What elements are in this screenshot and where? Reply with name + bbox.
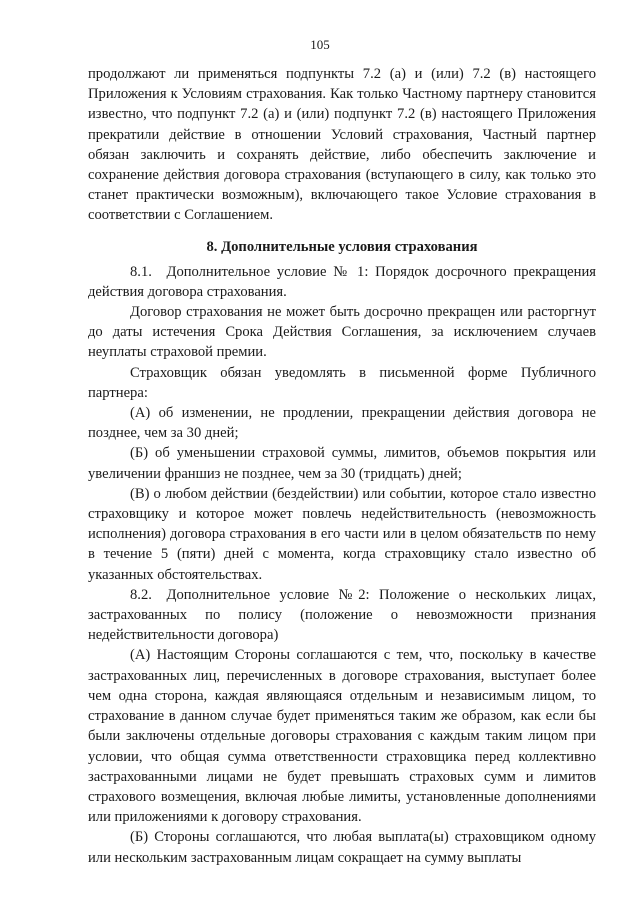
list-item-a: (А) Настоящим Стороны соглашаются с тем, что, поскольку в качестве застрахованных лиц, перечисленных в договоре страхования, выступает более чем одна сторона, каждая являющаяся отдельным и независимым лицом, то страхование в данном случае будет применяться таким же образом, как если бы были заключены отдельные договоры страхования с каждым таким лицом при условии, что общая сумма ответственности страховщика перед коллективно застрахованными лицами не будет превышать страховых сумм и лимитов страхового возмещения, включая любые лимиты, установленные дополнениями или приложениями к договору страхования.	[88, 647, 596, 826]
paragraph-8-1: 8.1. Дополнительное условие № 1: Порядок досрочного прекращения действия договора страхования.	[88, 263, 596, 300]
list-item-c: (В) о любом действии (бездействии) или событии, которое стало известно страховщику и которое может повлечь недействительность (невозможность исполнения) договора страхования в его части или в целом обязательств по нему в течение 5 (пяти) дней с момента, когда страховщику стало известно об указанных обстоятельствах.	[88, 485, 596, 583]
paragraph: Страховщик обязан уведомлять в письменной форме Публичного партнера:	[88, 364, 596, 401]
paragraph: Договор страхования не может быть досрочно прекращен или расторгнут до даты истечения Срока Действия Соглашения, за исключением случаев неуплаты страховой премии.	[88, 304, 596, 361]
page-number: 105	[310, 37, 330, 52]
page-body	[88, 64, 596, 868]
list-item-b: (Б) Стороны соглашаются, что любая выплата(ы) страховщиком одному или нескольким застрахованным лицам сокращает на сумму выплаты	[88, 829, 596, 866]
paragraph-continuation: продолжают ли применяться подпункты 7.2 (а) и (или) 7.2 (в) настоящего Приложения к Условиям страхования. Как только Частному партнеру становится известно, что подпункт 7.2 (а) и (или) подпункт 7.2 (в) настоящего Приложения прекратили действие в отношении Условий страхования, Частный партнер обязан заключить и сохранять действие, либо обеспечить заключение и сохранение действия договора страхования (вступающего в силу, как только это станет практически возможным), включающего такое Условие страхования в соответствии с Соглашением.	[88, 66, 596, 224]
list-item-a: (А) об изменении, не продлении, прекращении действия договора не позднее, чем за 30 дней;	[88, 405, 596, 442]
paragraph-8-2: 8.2. Дополнительное условие №2: Положение о нескольких лицах, застрахованных по полису (положение о невозможности признания недействительности договора)	[88, 586, 596, 644]
list-item-b: (Б) об уменьшении страховой суммы, лимитов, объемов покрытия или увеличении франшиз не позднее, чем за 30 (тридцать) дней;	[88, 445, 596, 482]
section-heading: 8. Дополнительные условия страхования	[206, 238, 478, 255]
